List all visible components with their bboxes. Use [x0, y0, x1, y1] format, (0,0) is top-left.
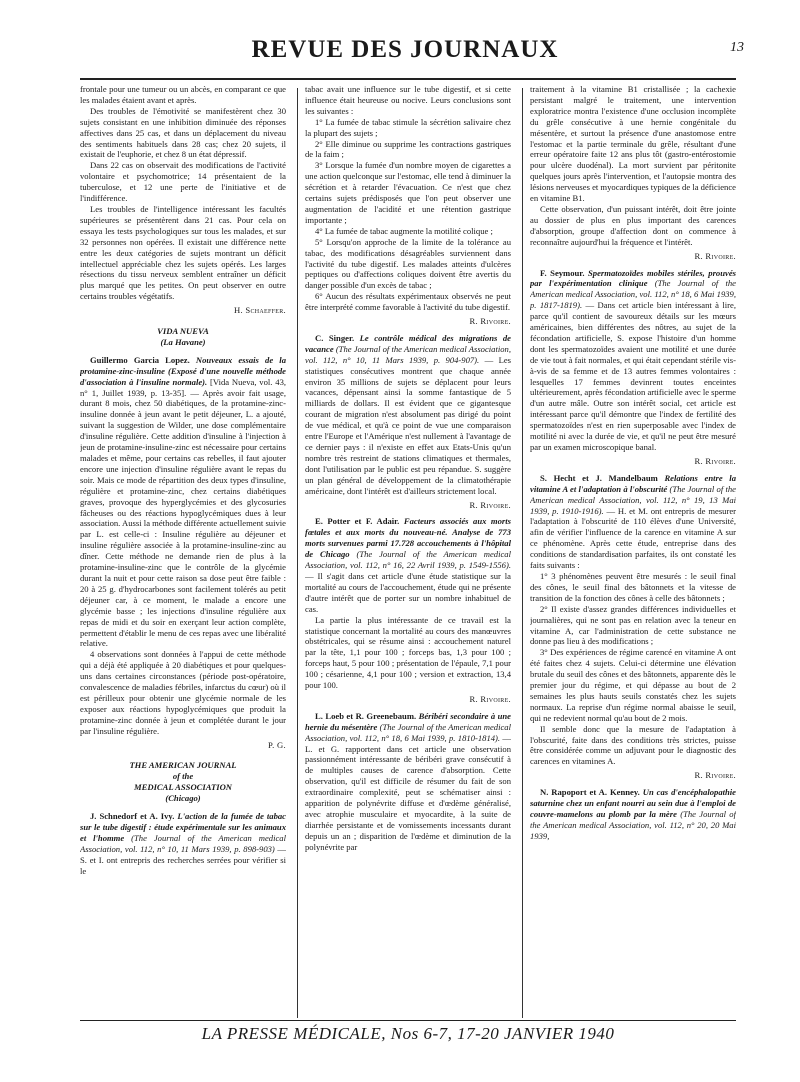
page-footer: LA PRESSE MÉDICALE, Nos 6-7, 17-20 JANVIER 1940: [201, 1024, 615, 1043]
paragraph: Des troubles de l'émotivité se manifestèrent chez 30 sujets consistant en une inhibition diminuée des réponses affectives dans 25 cas, et dans un déplacement du niveau des sentiments habituels dans 28 cas; chez 20 sujets, il existait de l'euphorie, et chez 8 un état dépressif.: [80, 105, 286, 160]
paragraph: La partie la plus intéressante de ce travail est la statistique concernant la mortalité au cours des manœuvres obstétricales, qui se résume ainsi : accouchement naturel par la tête, 1,1 pour 100 ; forceps bas, 1,3 pour 100 ; forceps haut, 5 pour 100 ; présentation de l'épaule, 7,1 pour 100 ; césarienne, 4,1 pour 100 ; version et extraction, 13,4 pour 100.: [305, 614, 511, 691]
article: [305, 711, 511, 853]
signature: R. Rivoire.: [469, 693, 511, 704]
article-authors: C. Singer.: [315, 332, 355, 343]
journal-name: VIDA NUEVA: [157, 326, 209, 337]
article-body: — Les statistiques consécutives montrent que chaque année environ 35 millions de sujets se déplacent pour leurs vacances, dépensant ainsi la somme fantastique de 5 milliards de dollars. Il est évident que ce gigantesque courant de migration n'est absolument pas dirigé du point de vue médical, et qu'à ce point de vue une comparaison entre l'Europe et l'Amérique n'est nullement à l'avantage de ce dernier pays : il n'existe en effet aux Etats-Unis qu'un nombre très restreint de stations climatiques et thermales, dont l'utilisation par le public est peu répandue. S. suggère un plan général de développement de la climatothérapie américaine, dont l'intérêt est d'ailleurs strictement local.: [305, 354, 511, 496]
paragraph: frontale pour une tumeur ou un abcès, en comparant ce que les malades étaient avant et après.: [80, 84, 286, 105]
article-title: Spermatozoïdes mobiles stériles, prouvés par l'expérimentation clinique: [530, 267, 736, 289]
paragraph: 3° Lorsque la fumée d'un nombre moyen de cigarettes a une action quelconque sur l'estomac, elle tend à diminuer la sécrétion et à retarder l'évacuation. Ce n'est que chez certains sujets prédisposés que l'on peut observer une augmentation de l'acidité et une rétention gastrique importante ;: [305, 160, 511, 225]
article: [530, 268, 736, 453]
article-body: — Il s'agit dans cet article d'une étude statistique sur la mortalité au cours de l'accouchement, étude qui ne présente d'autre intérêt que de porter sur un nombre inhabituel de cas.: [305, 570, 511, 614]
signature: H. Schaeffer.: [233, 305, 286, 316]
paragraph: 2° Elle diminue ou supprime les contractions gastriques de la faim ;: [305, 138, 511, 160]
article-authors: N. Rapoport et A. Kenney.: [540, 787, 640, 798]
journal-name-of: of the: [172, 771, 194, 782]
signature: R. Rivoire.: [694, 455, 736, 466]
article-reference: (The Journal of the American medical Association, vol. 112, n° 20, 20 Mai 1939,: [530, 809, 736, 841]
paragraph: Les troubles de l'intelligence intéressant les facultés supérieures se présentèrent dans 21 cas. Pour cela on essaya les tests psychologiques sur tous les malades, et sur 32 personnes non opérées. Il existait une différence nette entre les deux catégories de sujets montrant un déficit intellectuel appréciable chez les sujets opérés. Les larges résections du tissu nerveux semblent entraîner un déficit plus marqué que les petites. On peut observer en outre certains troubles végétatifs.: [80, 203, 286, 302]
paragraph: 6° Aucun des résultats expérimentaux observés ne peut être interprété comme favorable à l'activité du tube digestif.: [305, 291, 511, 313]
paragraph: Il semble donc que la mesure de l'adaptation à l'obscurité, faite dans des conditions très strictes, puisse être considérée comme un adjuvant pour le diagnostic des carences en vitamines A.: [530, 723, 736, 767]
article-reference: (The Journal of the American medical Association, vol. 112, n° 16, 22 Avril 1939, p. 1549-1556).: [305, 549, 511, 571]
article-reference: (The Journal of the American medical Association, vol. 112, n° 10, 11 Mars 1939, p. 898-903): [80, 832, 286, 854]
article: [305, 333, 511, 497]
article: [305, 516, 511, 614]
article: [530, 787, 736, 842]
signature: R. Rivoire.: [694, 250, 736, 261]
article-reference: (The Journal of the American medical Association, vol. 112, n° 10, 11 Mars 1939, p. 904-907).: [305, 343, 511, 365]
column-1: [80, 84, 286, 1020]
article-authors: J. Schnedorf et A. Ivy.: [90, 811, 175, 822]
article-reference: (The Journal of the American medical Association, vol. 112, n° 19, 13 Mai 1939, p. 1910-1916).: [530, 483, 736, 516]
article-title: Facteurs associés aux morts fœtales et aux morts du nouveau-né. Analyse de 773 morts survenues parmi 17.728 accouchements à l'hôpital de Chicago: [305, 516, 511, 560]
article-title: Relations entre la vitamine A et l'adaptation à l'obscurité: [530, 472, 736, 494]
paragraph: traitement à la vitamine B1 cristallisée ; la cachexie persistant malgré le traitement, une intervention exploratrice montra l'existence d'une occlusion incomplète du grêle consécutive à une hernie congénitale du mésentère, et surtout la présence d'une anastomose entre l'estomac et la partie terminale du grêle, résultant d'une erreur opératoire faite 12 ans plus tôt (gastro-entérostomie pour ulcère duodénal). La mort survient par péritonite quelques jours après l'intervention, et l'autopsie montra des lésions nerveuses et myocardiques typiques de la déficience en vitamine B1.: [530, 84, 736, 204]
page-header: [80, 36, 744, 70]
article-authors: S. Hecht et J. Mandelbaum: [540, 472, 658, 483]
article-title: Le contrôle médical des migrations de vacance: [305, 332, 511, 354]
article-authors: Guillermo Garcia Lopez.: [90, 354, 190, 365]
signature: R. Rivoire.: [469, 316, 511, 327]
footer-rule: [80, 1020, 736, 1021]
article-reference: (The Journal of the American medical Association, vol. 112, n° 18, 6 Mai 1939, p. 1810-1814).: [305, 721, 511, 743]
article: [80, 811, 286, 876]
article-authors: E. Potter et F. Adair.: [315, 516, 400, 527]
article-title: L'action de la fumée de tabac sur le tube digestif : étude expérimentale sur les animaux et l'homme: [80, 811, 286, 843]
running-title: REVUE DES JOURNAUX: [251, 36, 559, 63]
journal-place: (La Havane): [160, 336, 206, 347]
article-body: — L. et G. rapportent dans cet article une observation passionnément intéressante de béribéri grave consécutif à de multiples causes de carence d'absorption. Cette observation, qu'il est difficile de résumer du fait de son extraordinaire complexité, peut se schématiser ainsi : apparition de polynévrite diffuse et d'œdème généralisé, avec atrophie musculaire et myocardite, à la suite de diarrhée persistante et de vomissements incessants durant depuis un an ; disparition de l'œdème et diminution de la polynévrite par: [305, 732, 511, 852]
paragraph: 2° Il existe d'assez grandes différences individuelles et journalières, qui ne sont pas en relation avec la teneur en vitamine A, car l'administration de cette substance ne donne pas lieu à des modifications ;: [530, 603, 736, 647]
page-body: [80, 84, 736, 1020]
paragraph: tabac avait une influence sur le tube digestif, et si cette influence était heureuse ou nocive. Leurs conclusions sont les suivantes :: [305, 84, 511, 116]
article-reference: (The Journal of the American medical Association, vol. 112, n° 18, 6 Mai 1939, p. 1817-1819).: [530, 278, 736, 311]
journal-place: (Chicago): [165, 793, 201, 804]
paragraph: Cette observation, d'un puissant intérêt, doit être jointe au dossier de plus en plus important des carences d'absorption, groupe d'affection dont on commence à reconnaître aujourd'hui la fréquence et l'intérêt.: [530, 203, 736, 247]
paragraph: 3° Des expériences de régime carencé en vitamine A ont été faites chez 4 sujets. Celui-ci détermine une élévation brutale du seuil des cônes et des bâtonnets, apparente dès le premier jour du régime, et qui dépasse au bout de 2 semaines les plus hauts seuils constatés chez les sujets normaux. La reprise d'un régime normal abaisse le seuil, qui ne redevient normal qu'au bout de 2 mois.: [530, 647, 736, 723]
paragraph: 4 observations sont données à l'appui de cette méthode qui a déjà été appliquée à 20 diabétiques et pour quelques-uns dans certaines circonstances (période post-opératoire, convalescence de maladies fébriles, infarctus du cœur) où il est périlleux pour obtenir une glycémie normale de les exposer aux réactions hypoglycémiques que produit la protamine-zinc donnée à jeun et complétée durant le jour par l'insuline régulière.: [80, 649, 286, 736]
column-2: [305, 84, 511, 1020]
article-body: — Dans cet article bien intéressant à lire, parce qu'il contient de savoureux détails sur les mœurs américaines, bien différentes des nôtres, au sujet de la fécondation artificielle, S. expose l'histoire d'un homme dont les spermatozoïdes avaient une motilité et une durée de vie tout à fait normales, et qui était cependant stérile vis-à-vis de sa femme et de 13 autres femmes volontaires : lesquelles 17 femmes devinrent toutes enceintes ultérieurement, après fécondation artificielle avec le sperme d'un autre mâle. Outre son intérêt social, cet article est intéressant parce qu'il démontre que l'index de fertilité des spermatozoïdes n'est en rien superposable avec l'index de motilité ni avec la durée de vie, et qu'il ne peut être mesuré par un examen microscopique banal.: [530, 300, 736, 452]
signature: R. Rivoire.: [694, 770, 736, 781]
column-3: [530, 84, 736, 1020]
header-rule: [80, 78, 736, 80]
paragraph: 1° La fumée de tabac stimule la sécrétion salivaire chez la plupart des sujets ;: [305, 116, 511, 138]
article-body: — H. et M. ont entrepris de mesurer l'adaptation à l'obscurité de 110 élèves d'une Université, afin de vérifier l'influence de la carence en vitamine A sur ce phénomène. Après cette étude, entreprise dans des conditions de standardisation parfaites, ils ont constaté les faits suivants :: [530, 505, 736, 571]
paragraph: Dans 22 cas on observait des modifications de l'activité volontaire et psychomotrice; 14 présentaient de la tuberculose, et 12 une perte de l'initiative et de l'indifférence.: [80, 160, 286, 204]
article-title: Nouveaux essais de la protamine-zinc-insuline (Exposé d'une nouvelle méthode d'association à l'insuline normale).: [80, 354, 286, 387]
journal-name-line3: MEDICAL ASSOCIATION: [134, 782, 232, 793]
paragraph: 4° La fumée de tabac augmente la motilité colique ;: [315, 225, 493, 236]
signature: R. Rivoire.: [469, 499, 511, 510]
signature: P. G.: [268, 739, 286, 750]
article-body: — S. et I. ont entrepris des recherches serrées pour vérifier si le: [80, 843, 286, 876]
article-title: Un cas d'encéphalopathie saturnine chez un enfant nourri au sein due à l'emploi de couvre-mamelons au plomb par la mère: [530, 787, 736, 819]
article-reference: [Vida Nueva, vol. 43, n° 1, Juillet 1939, p. 13-35].: [80, 376, 286, 398]
article-body: — Après avoir fait usage, durant 8 mois, chez 50 diabétiques, de la protamine-zinc-insuline donnée à jeun avant le petit déjeuner, L. a ajouté, suivant la suggestion de Wilder, une dose complémentaire d'insuline régulière. Cette addition d'insuline à l'injection à jeun de protamine-insuline-zinc est nécessaire pour certains malades et même, pour certains cas rebelles, il faut ajouter encore une injection d'insuline régulière avant le repas du soir. Mais ce mode de répartition des deux types d'insuline, régulière et protamine-zinc, chez certains diabétiques graves, provoque des hyperglycémies et des glycosuries fâcheuses ou des réactions hypoglycémiques dues à leur association. Aussi la méthode différente actuellement suivie par L. est celle-ci : Insuline régulière au déjeuner et insuline régulière associée à la protamine-insuline-zinc au dîner. Cette méthode ne demande rien de plus à la protamine-insuline-zinc que le contrôle de la glycémie durant la nuit et pour cette raison sa dose peut être faible : 20 à 25 g. d'hydrocarbones sont facilement tolérés au petit déjeuner car, à ce moment, le malade a encore une glycémie basse ; les injections d'insuline régulière aux repas de midi et du soir en exerçant leur action complète, permettent d'établir le menu de ces repas avec une libéralité relative.: [80, 387, 286, 649]
article: [530, 473, 736, 571]
paragraph: 5° Lorsqu'on approche de la limite de la tolérance au tabac, des modifications désagréables surviennent dans l'activité du tube digestif. Les malades atteints d'ulcères peptiques ou d'affections coliques doivent être avertis du danger possible d'un excès de tabac ;: [305, 236, 511, 291]
paragraph: 1° 3 phénomènes peuvent être mesurés : le seuil final des cônes, le seuil final des bâtonnets et la vitesse de transition de la fonction des cônes à celle des bâtonnets ;: [530, 570, 736, 603]
page-number: 13: [730, 40, 744, 55]
journal-name: THE AMERICAN JOURNAL: [129, 760, 237, 771]
article-title: Béribéri secondaire à une hernie du mésentère: [305, 710, 511, 732]
article: [80, 355, 286, 649]
article-authors: L. Loeb et R. Greenebaum.: [315, 710, 417, 721]
article-authors: F. Seymour.: [540, 267, 585, 278]
